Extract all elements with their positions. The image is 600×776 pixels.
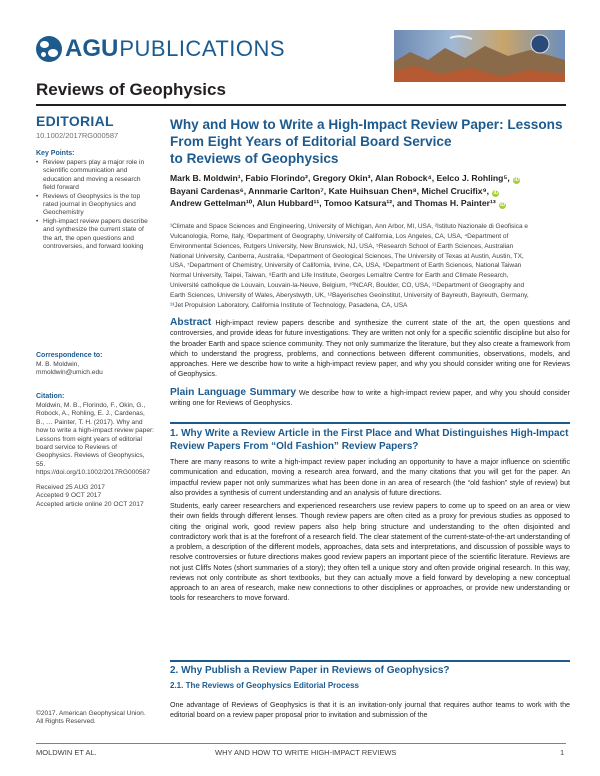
- author-line: [170, 185, 570, 198]
- paragraph: There are many reasons to write a high-impact review paper including an opportunity to have a major influence on scientific communication and education, moving a research area forward, and the many citations that you will get for the paper. An impactful review paper not only summarizes what has been done in an area of research (the “old fashion” style of review) but also provides a synthesis of current understanding and an analysis of future directions.: [170, 458, 570, 497]
- pls-text: We describe how to write a high-impact review paper, and why you should consider writing one for Reviews of Geophysics.: [170, 389, 570, 408]
- author-line: [170, 197, 570, 210]
- footer-authors: MOLDWIN ET AL.: [36, 748, 97, 757]
- pls-label: Plain Language Summary: [170, 387, 297, 398]
- agu-publications-logo: [36, 34, 285, 64]
- correspondence-name: M. B. Moldwin,: [36, 361, 80, 368]
- section-1-body: [170, 457, 570, 607]
- author-line-text: Bayani Cardenas⁶, Annmarie Carlton⁷, Kate Huihsuan Chen⁸, Michel Crucifix⁹,: [170, 185, 490, 196]
- affiliations: [170, 222, 570, 311]
- author-list: [170, 172, 570, 210]
- author-line-text: Mark B. Moldwin¹, Fabio Florindo², Gregory Okin³, Alan Robock⁴, Eelco J. Rohling⁵,: [170, 173, 510, 183]
- author-line-text: Andrew Gettelman¹⁰, Alun Hubbard¹¹, Tomoo Katsura¹², and Thomas H. Painter¹³: [170, 198, 496, 209]
- section-2-title: 2. Why Publish a Review Paper in Reviews of Geophysics?: [170, 665, 450, 676]
- abstract-label: Abstract: [170, 317, 212, 328]
- paragraph: One advantage of Reviews of Geophysics is that it is an invitation-only journal that requires author teams to work with the editorial board on a review paper proposal prior to invitation and submission of the: [170, 701, 570, 720]
- abstract: [170, 318, 570, 383]
- key-points-block: [36, 150, 154, 251]
- orcid-icon[interactable]: iD: [493, 189, 499, 196]
- logo-publications-text: PUBLICATIONS: [119, 36, 286, 61]
- affiliation-line: National University, Canberra, Australia, ⁶Department of Geological Sciences, The University of Texas at Austin, Austin, TX,: [170, 252, 524, 260]
- key-point: • Reviews of Geophysics is the top rated journal in Geophysics and Geochemistry: [36, 193, 154, 218]
- section-2-1-title: 2.1. The Reviews of Geophysics Editorial Process: [170, 681, 359, 690]
- copyright-notice: [36, 710, 154, 727]
- author-line: [170, 172, 570, 185]
- citation-block: [36, 393, 154, 478]
- journal-name: Reviews of Geophysics: [36, 80, 226, 99]
- logo-agu-text: AGU: [65, 35, 119, 62]
- footer-running-title: WHY AND HOW TO WRITE HIGH-IMPACT REVIEWS: [215, 748, 397, 757]
- orcid-icon[interactable]: iD: [500, 202, 506, 209]
- correspondence-heading: Correspondence to:: [36, 352, 103, 359]
- correspondence-block: [36, 352, 154, 378]
- affiliation-line: Earth Sciences, University of Wales, Aberystwyth, UK, ¹²Bayerisches Geoinstitut, University of Bayreuth, Bayreuth, Germany,: [170, 291, 529, 299]
- page-number: 1: [560, 748, 565, 757]
- affiliation-line: ¹Climate and Space Sciences and Engineering, University of Michigan, Ann Arbor, MI, USA, ²Istituto Nazionale di Geofisica e: [170, 223, 529, 230]
- footer-rule: [36, 743, 566, 744]
- section-rule: [170, 660, 570, 662]
- header-rule: [36, 104, 566, 106]
- abstract-text: High-impact review papers describe and synthesize the current state of the art, the open questions and controversies, and provide ideas for future investigations. They are written not only for a specific scientific discipline but also for the broader Earth and space science community. They not only summarize the literature, but they also create a framework from which to understand the progress, problems, and connections between different communities, observations, models, and approaches. Here we describe how to write a high-impact review paper, and why you should consider writing one for Reviews of Geophysics.: [170, 319, 570, 379]
- copyright-line: All Rights Reserved.: [36, 718, 96, 726]
- article-type: EDITORIAL: [36, 113, 114, 129]
- section-rule: [170, 422, 570, 424]
- affiliation-line: Normal University, Taipei, Taiwan, ⁹Earth and Life Institute, Georges Lemaître Centre for Earth and Climate Research,: [170, 272, 509, 280]
- key-point: • Review papers play a major role in scientific communication and education and moving a research field forward: [36, 159, 154, 193]
- paragraph: Students, early career researchers and experienced researchers use review papers to come up to speed on an area or view their own fields through different lenses. Though review papers are often cited as a proxy for previous studies as opposed to citing the original work, good review papers also help bring structure and understanding to the often disjointed and contradictory work that is at the forefront of a research field. The clear statement of the current-state-of-the-art understanding of a problem, a description of the different models, approaches, data sets and interpretations, and discussion of possible ways to resolve controversies or future directions makes good review papers an important piece of the scientific literature. Reviews are not just Cliffs Notes (short summaries of a story); they often tell a unique story and often provide original research. In this way, reviews not only contribute as short textbooks, but they can actually move a field forward by developing a new conceptual approach to an area of research, make new connections to other disciplines or approaches, or provide new understanding or tools for researchers to move forward.: [170, 502, 570, 603]
- article-title: [170, 116, 570, 167]
- globe-icon: [36, 36, 62, 62]
- received-date: Received 25 AUG 2017: [36, 484, 105, 491]
- correspondence-email[interactable]: mmoldwin@umich.edu: [36, 369, 103, 377]
- key-points-heading: Key Points:: [36, 150, 75, 157]
- affiliation-line: Environmental Sciences, Rutgers University, New Brunswick, NJ, USA, ⁵Research School of Earth Sciences, Australian: [170, 242, 514, 250]
- journal-banner-image: [390, 30, 565, 82]
- section-1-title: 1. Why Write a Review Article in the First Place and What Distinguishes High-Impact Review Papers From “Old Fashion” Review Papers?: [170, 428, 569, 452]
- article-doi: 10.1002/2017RG000587: [36, 131, 119, 140]
- citation-heading: Citation:: [36, 393, 65, 400]
- title-line: From Eight Years of Editorial Board Service: [170, 134, 452, 149]
- affiliation-line: Université catholique de Louvain, Louvain-la-Neuve, Belgium, ¹⁰NCAR, Boulder, CO, USA, ¹¹Department of Geography and: [170, 282, 525, 290]
- title-line: to Reviews of Geophysics: [170, 151, 339, 166]
- citation-text: Moldwin, M. B., Florindo, F., Okin, G., Robock, A., Rohling, E. J., Cardenas, B., … Painter, T. H. (2017). Why and how to write a high-impact review paper: Lessons from eight years of editorial board service to Reviews of Geophysics. Reviews of Geophysics, 55. https://doi.org/10.1002/2017RG000587: [36, 402, 155, 477]
- key-points-list: [36, 159, 154, 251]
- section-2-1-body: [170, 700, 570, 724]
- accepted-date: Accepted 9 OCT 2017: [36, 492, 102, 500]
- affiliation-line: ¹³Jet Propulsion Laboratory, California Institute of Technology, Pasadena, CA, USA: [170, 301, 408, 309]
- plain-language-summary: [170, 388, 570, 412]
- affiliation-line: Vulcanologia, Rome, Italy, ³Department of Geography, University of California, Los Angeles, CA, USA, ⁴Department of: [170, 232, 509, 240]
- title-line: Why and How to Write a High-Impact Review Paper: Lessons: [170, 117, 563, 132]
- affiliation-line: USA, ⁷Department of Chemistry, University of California, Irvine, CA, USA, ⁸Department of Earth Sciences, National Taiwan: [170, 262, 522, 270]
- key-point: • High-impact review papers describe and synthesize the current state of the art, the open questions and controversies, and forward looking: [36, 218, 154, 252]
- article-dates: [36, 484, 154, 509]
- online-date: Accepted article online 20 OCT 2017: [36, 500, 144, 508]
- copyright-line: ©2017. American Geophysical Union.: [36, 710, 146, 717]
- orcid-icon[interactable]: iD: [514, 177, 520, 183]
